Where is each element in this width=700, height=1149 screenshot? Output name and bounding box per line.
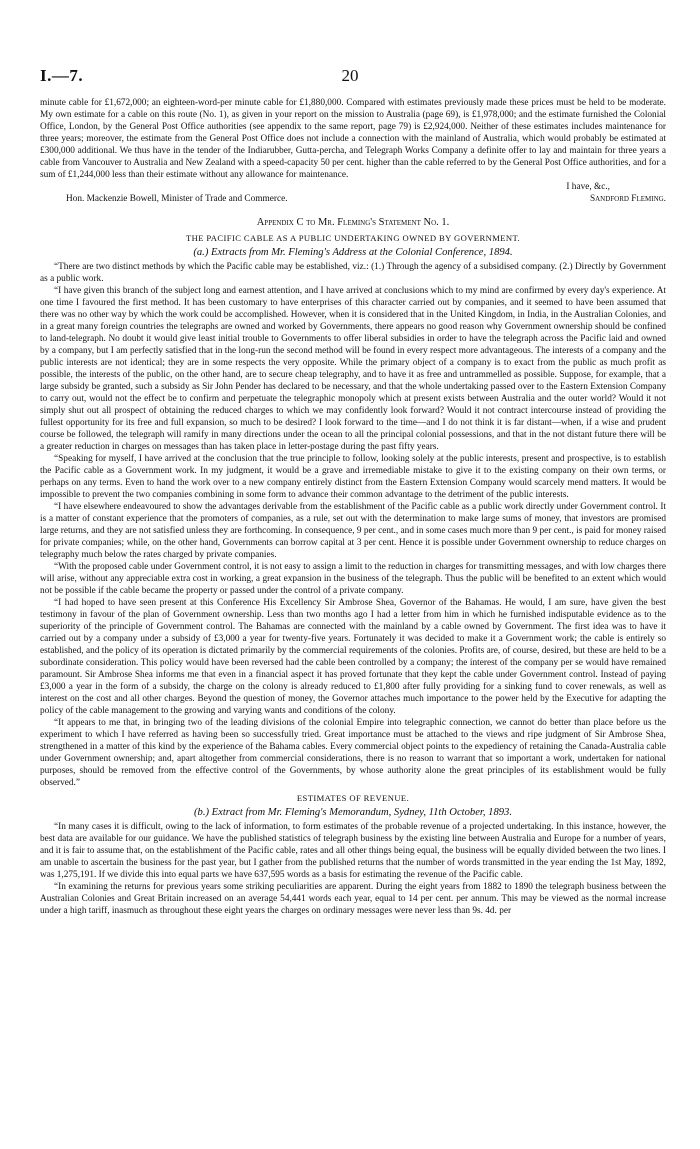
- estimates-heading: ESTIMATES OF REVENUE.: [296, 793, 410, 803]
- intro-paragraph: minute cable for £1,672,000; an eighteen-word-per minute cable for £1,880,000. Compared with estimates previously made these prices must be held to be moderate. My own estimate for a cable on this route (No. 1), as given in your report on the mission to Australia (page 69), is £1,978,000; and the estimate furnished the Colonial Office, London, by the General Post Office authorities (see appendix to the same report, page 79) is £2,924,000. Neither of these estimates includes maintenance for three years; moreover, the estimate from the General Post Office does not include a connection with the mainland of Australia, which would probably be estimated at £300,000 additional. We thus have in the tender of the Indiarubber, Gutta-percha, and Telegraph Works Company a definite offer to lay and maintain for three years a cable from Vancouver to Australia and New Zealand with a speed-capacity 50 per cent. higher than the cable referred to by the General Post Office authorities, and for a sum of £1,244,000 less than their estimate without any allowance for maintenance.: [40, 98, 666, 180]
- paragraph: “I have elsewhere endeavoured to show the advantages derivable from the establishment of the Pacific cable as a public work directly under Government control. It is a matter of constant experience that the promoters of companies, as a rule, set out with the determination to make large sums of money, that investors are promised large returns, and they are not satisfied unless they are forthcoming. In consequence, 9 per cent., and in some cases much more than 9 per cent., is paid for money raised for private companies; while, on the other hand, Governments can borrow capital at 3 per cent. Hence it is possible under Government ownership to reduce charges on telegraphy much below the rates charged by private companies.: [40, 502, 666, 560]
- page-number: 20: [341, 66, 359, 85]
- paragraph: “Speaking for myself, I have arrived at the conclusion that the true principle to follow, looking solely at the public interests, present and prospective, is to establish the Pacific cable as a Government work. In my judgment, it would be a grave and irremediable mistake to give it to the existing company on their own terms, or perhaps on any terms. Even to hand the work over to a new company entirely distinct from the Eastern Extension Company would scarcely mend matters. It would be impossible to prevent the two companies combining in some form to advance their common advantage to the detriment of the public interests.: [40, 454, 666, 500]
- section-reference: I.—7.: [40, 66, 84, 85]
- appendix-subtitle: THE PACIFIC CABLE AS A PUBLIC UNDERTAKING OWNED BY GOVERNMENT.: [185, 233, 521, 243]
- paragraph: “I had hoped to have seen present at this Conference His Excellency Sir Ambrose Shea, Governor of the Bahamas. He would, I am sure, have given the best testimony in favour of the plan of Government ownership. Less than two months ago I had a letter from him in which he furnished indisputable evidence as to the superiority of the principle of Government control. The Bahamas are connected with the mainland by a cable owned by Government. The first idea was to have it carried out by a company under a subsidy of £3,000 a year for twenty-five years. Fortunately it was decided to make it a Government work; the cable is entirely so established, and the policy of its operation is dictated primarily by the commercial requirements of the colonies. Profits are, of course, desired, but these are held to be a subordinate consideration. This policy would have been reversed had the cable been controlled by a company; the interest of the company per se would have remained paramount. Sir Ambrose Shea informs me that even in a financial aspect it has proved fortunate that they kept the cable under Government control. Instead of paying £3,000 a year in the form of a subsidy, the charge on the colony is already reduced to £1,800 after fully providing for a sinking fund to cover renewals, as well as interest on the cost and all other charges. Beyond the question of money, the Governor attaches much importance to the power held by the Executive for adapting the policy of the cable management to the growing and varying wants and conditions of the colony.: [40, 598, 666, 716]
- section-b-heading: (b.) Extract from Mr. Fleming's Memorandum, Sydney, 11th October, 1893.: [194, 807, 512, 818]
- closing-phrase: I have, &c.,: [566, 182, 610, 192]
- paragraph: “In examining the returns for previous years some striking peculiarities are apparent. During the eight years from 1882 to 1890 the telegraph business between the Australian Colonies and Great Britain increased on an average 54,441 words each year, equal to 14 per cent. per annum. This may be viewed as the normal increase under a high tariff, inasmuch as throughout these eight years the charges on ordinary messages were never less than 9s. 4d. per: [40, 882, 666, 916]
- addressee: Hon. Mackenzie Bowell, Minister of Trade and Commerce.: [66, 194, 288, 204]
- closing-line: [40, 193, 666, 205]
- paragraph: “It appears to me that, in bringing two of the leading divisions of the colonial Empire into telegraphic connection, we cannot do better than place before us the experiment to which I have referred as having been so successfully tried. Great importance must be attached to the views and ripe judgment of Sir Ambrose Shea, strengthened in a matter of this kind by the experience of the Bahama cables. Every commercial object points to the expediency of retaining the Canada-Australia cable under Government ownership; and, apart altogether from commercial considerations, there is no reason to warrant that so important a work, undertaken for national purposes, should be removed from the effective control of the Governments, by whose authority alone the great principles of its establishment would be fully observed.”: [40, 718, 666, 788]
- section-a-heading: (a.) Extracts from Mr. Fleming's Address at the Colonial Conference, 1894.: [193, 247, 513, 258]
- paragraph: “With the proposed cable under Government control, it is not easy to assign a limit to the reduction in charges for transmitting messages, and with low charges there will arise, without any appreciable extra cost in working, a great expansion in the business of the telegraph. Thus the public will be benefited to an extent which would not be possible if the cable became the property or passed under the control of a private company.: [40, 562, 666, 596]
- paragraph: “In many cases it is difficult, owing to the lack of information, to form estimates of the probable revenue of a projected undertaking. In this instance, however, the best data are available for our guidance. We have the published statistics of telegraph business by the existing line between Australia and Europe for a number of years, and it is fair to assume that, on the establishment of the Pacific cable, rates and all other things being equal, the business will be equally divided between the two lines. I am unable to ascertain the business for the past year, but I gather from the published returns that the number of words transmitted in the year ending the 1st May, 1892, was 1,275,191. If we divide this into equal parts we have 637,595 words as a basis for estimating the revenue of the Pacific cable.: [40, 822, 666, 880]
- page-body: [40, 97, 666, 917]
- signature: Sandford Fleming.: [589, 194, 666, 204]
- appendix-title: Appendix C to Mr. Fleming's Statement No. 1.: [256, 217, 450, 228]
- paragraph: “There are two distinct methods by which the Pacific cable may be established, viz.: (1.) Through the agency of a subsidised company. (2.) Directly by Government as a public work.: [40, 262, 666, 284]
- paragraph: “I have given this branch of the subject long and earnest attention, and I have arrived at conclusions which to my mind are confirmed by every day's experience. At one time I favoured the first method. It has been customary to have enterprises of this character carried out by companies, and it seemed to have been assumed that there was no other way by which the work could be accomplished. However, when it is considered that in the United Kingdom, in India, in the Australian Colonies, and in a great many foreign countries the telegraphs are owned and worked by Governments, there appears no good reason why Government ownership should be confined to land-telegraph. No doubt it would give least initial trouble to Governments to offer liberal subsidies in order to have the telegraph across the Pacific laid and owned by a company, but I am perfectly satisfied that in the long-run the second method will be found in every respect more advantageous. The interests of a company and the public interests are not identical; they are in some respects the very opposite. While the primary object of a company is to exact from the public as much profit as possible, the interests of the public, on the other hand, are to secure cheap telegraphy, and to have it as free and untrammelled as possible. Suppose, for example, that a large subsidy be granted, such a subsidy as Sir John Pender has declared to be necessary, and that the whole undertaking passed over to the Eastern Extension Company to carry out, would not the effect be to confirm and perpetuate the telegraphic monopoly which at present exists between Australia and the outer world? Would it not simply shut out all prospect of obtaining the reduced charges to which we may confidently look forward? Would it not contract intercourse instead of providing the fullest opportunity for its free and full expansion, so much to be desired? I look forward to the time—and I do not think it is far distant—when, if a wise and prudent course be followed, the telegraph will ramify in many directions under the ocean to all the principal colonial possessions, and that in the not distant future there will be a greater reduction in charges on messages than has taken place in letter-postage during the past fifty years.: [40, 286, 666, 452]
